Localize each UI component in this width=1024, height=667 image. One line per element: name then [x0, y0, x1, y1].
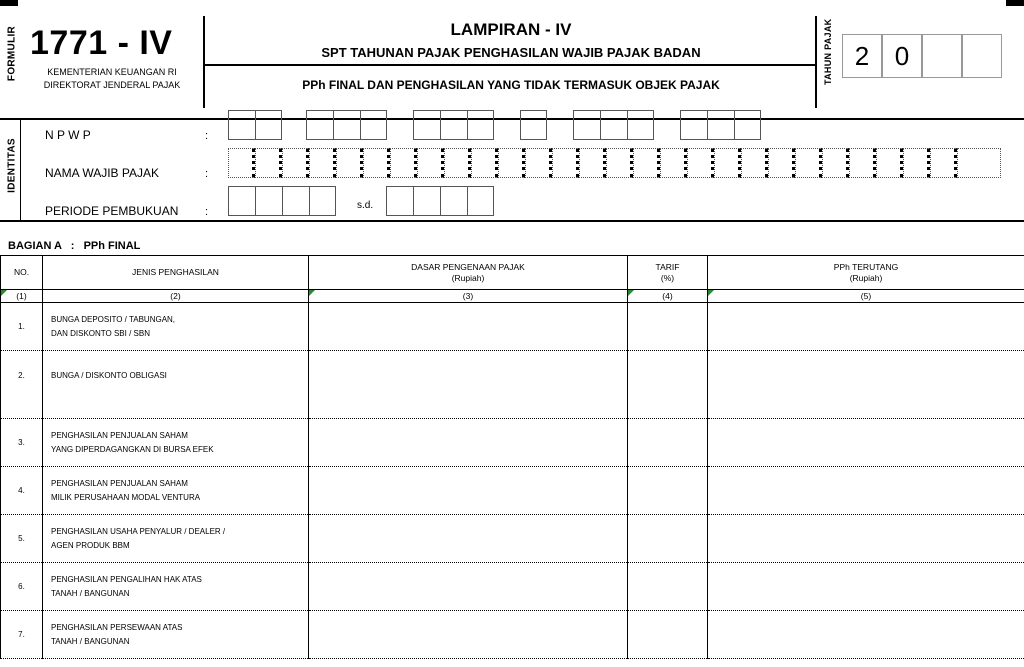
nama-cell[interactable]	[282, 148, 309, 178]
dasar-pengenaan-pajak-cell[interactable]	[309, 563, 628, 611]
nama-cell[interactable]	[525, 148, 552, 178]
periode-colon: :	[205, 206, 209, 218]
pph-terutang-cell[interactable]	[708, 611, 1024, 659]
row-number: 5.	[1, 515, 43, 563]
row-jenis-penghasilan: PENGHASILAN USAHA PENYALUR / DEALER / AGEN PRODUK BBM	[43, 515, 309, 563]
col-header-dasar-pengenaan-pajak: DASAR PENGENAAN PAJAK (Rupiah)	[309, 256, 628, 290]
lampiran-title: LAMPIRAN - IV	[450, 20, 572, 39]
table-row	[1, 467, 1024, 515]
nama-cell[interactable]	[471, 148, 498, 178]
row-number: 4.	[1, 467, 43, 515]
nama-cell[interactable]	[552, 148, 579, 178]
table-row	[1, 419, 1024, 467]
npwp-cell[interactable]	[360, 110, 387, 140]
nama-cell[interactable]	[228, 148, 255, 178]
nama-cell[interactable]	[498, 148, 525, 178]
col-number: (5)	[708, 290, 1024, 303]
periode-end-cell[interactable]	[440, 186, 467, 216]
npwp-cell[interactable]	[228, 110, 255, 140]
nama-cell[interactable]	[876, 148, 903, 178]
formulir-vertical-label: FORMULIR	[6, 25, 18, 82]
table-row	[1, 351, 1024, 419]
periode-start-cell[interactable]	[255, 186, 282, 216]
row-jenis-penghasilan: PENGHASILAN PENJUALAN SAHAM MILIK PERUSAHAAN MODAL VENTURA	[43, 467, 309, 515]
row-jenis-penghasilan: PENGHASILAN PENJUALAN SAHAM YANG DIPERDAGANGKAN DI BURSA EFEK	[43, 419, 309, 467]
periode-pembukuan-label: PERIODE PEMBUKUAN	[45, 204, 179, 218]
ministry-block	[22, 66, 202, 92]
periode-end-cell[interactable]	[467, 186, 494, 216]
pph-terutang-cell[interactable]	[708, 303, 1024, 351]
npwp-label: N P W P	[45, 128, 91, 142]
form-header	[0, 12, 1024, 108]
year-digit-1[interactable]: 2	[842, 34, 882, 78]
nama-cell[interactable]	[903, 148, 930, 178]
nama-cell[interactable]	[741, 148, 768, 178]
nama-cell[interactable]	[417, 148, 444, 178]
nama-colon: :	[205, 168, 209, 180]
row-jenis-penghasilan: PENGHASILAN PERSEWAAN ATAS TANAH / BANGUNAN	[43, 611, 309, 659]
pph-terutang-cell[interactable]	[708, 563, 1024, 611]
tarif-cell[interactable]	[628, 419, 708, 467]
spt-title: SPT TAHUNAN PAJAK PENGHASILAN WAJIB PAJAK BADAN	[321, 45, 701, 60]
nama-cell[interactable]	[444, 148, 471, 178]
pph-final-table	[0, 255, 1024, 667]
row-jenis-penghasilan: BUNGA DEPOSITO / TABUNGAN, DAN DISKONTO SBI / SBN	[43, 303, 309, 351]
nama-cell[interactable]	[768, 148, 795, 178]
directorate-name: DIREKTORAT JENDERAL PAJAK	[43, 80, 181, 90]
nama-cell[interactable]	[633, 148, 660, 178]
row-jenis-penghasilan: PENGHASILAN PENGALIHAN HAK ATAS TANAH / BANGUNAN	[43, 563, 309, 611]
row-number: 1.	[1, 303, 43, 351]
pph-title: PPh FINAL DAN PENGHASILAN YANG TIDAK TERMASUK OBJEK PAJAK	[302, 78, 720, 92]
nama-cell[interactable]	[687, 148, 714, 178]
col-header-jenis-penghasilan: JENIS PENGHASILAN	[43, 256, 309, 290]
nama-cell[interactable]	[579, 148, 606, 178]
col-header-no: NO.	[1, 256, 43, 290]
ministry-name: KEMENTERIAN KEUANGAN RI	[47, 67, 177, 77]
npwp-cell[interactable]	[520, 110, 547, 140]
row-jenis-penghasilan: BUNGA / DISKONTO OBLIGASI	[43, 351, 309, 419]
npwp-cell[interactable]	[333, 110, 360, 140]
dasar-pengenaan-pajak-cell[interactable]	[309, 467, 628, 515]
pph-terutang-cell[interactable]	[708, 419, 1024, 467]
year-digit-3[interactable]	[922, 34, 962, 78]
table-row	[1, 611, 1024, 659]
sd-label: s.d.	[357, 200, 374, 211]
tarif-cell[interactable]	[628, 467, 708, 515]
nama-wajib-pajak-label: NAMA WAJIB PAJAK	[45, 166, 160, 180]
cell-comment-marker	[708, 290, 714, 296]
tarif-cell[interactable]	[628, 303, 708, 351]
nama-cell[interactable]	[390, 148, 417, 178]
tarif-cell[interactable]	[628, 611, 708, 659]
year-digit-4[interactable]	[962, 34, 1002, 78]
row-number: 2.	[1, 351, 43, 419]
dasar-pengenaan-pajak-cell[interactable]	[309, 611, 628, 659]
row-number: 7.	[1, 611, 43, 659]
pph-terutang-cell[interactable]	[708, 515, 1024, 563]
nama-cell[interactable]	[714, 148, 741, 178]
row-number: 3.	[1, 419, 43, 467]
nama-cell[interactable]	[309, 148, 336, 178]
pph-terutang-cell[interactable]	[708, 467, 1024, 515]
npwp-cell[interactable]	[573, 110, 600, 140]
nama-cell[interactable]	[363, 148, 390, 178]
npwp-cell[interactable]	[306, 110, 333, 140]
year-digit-2[interactable]: 0	[882, 34, 922, 78]
cell-comment-marker	[309, 290, 315, 296]
periode-end-cell[interactable]	[413, 186, 440, 216]
npwp-cell[interactable]	[467, 110, 494, 140]
npwp-cell[interactable]	[440, 110, 467, 140]
pph-terutang-cell[interactable]	[708, 351, 1024, 419]
nama-cell[interactable]	[957, 148, 1001, 178]
dasar-pengenaan-pajak-cell[interactable]	[309, 419, 628, 467]
dasar-pengenaan-pajak-cell[interactable]	[309, 515, 628, 563]
tarif-cell[interactable]	[628, 563, 708, 611]
periode-start-cell[interactable]	[282, 186, 309, 216]
dasar-pengenaan-pajak-cell[interactable]	[309, 351, 628, 419]
npwp-colon: :	[205, 130, 209, 142]
col-number: (2)	[43, 290, 309, 303]
periode-start-cell[interactable]	[309, 186, 336, 216]
corner-mark-right	[1006, 0, 1024, 6]
periode-start-cell[interactable]	[228, 186, 255, 216]
cell-comment-marker	[1, 290, 7, 296]
npwp-cell[interactable]	[413, 110, 440, 140]
header-divider-right	[815, 16, 817, 108]
npwp-cell[interactable]	[680, 110, 707, 140]
nama-cell[interactable]	[795, 148, 822, 178]
nama-cell[interactable]	[660, 148, 687, 178]
identitas-vertical-label: IDENTITAS	[6, 138, 18, 193]
form-number: 1771 - IV	[30, 24, 173, 62]
npwp-cell[interactable]	[707, 110, 734, 140]
nama-cell[interactable]	[336, 148, 363, 178]
npwp-cell[interactable]	[734, 110, 761, 140]
bagian-a-title: BAGIAN A : PPh FINAL	[8, 240, 141, 252]
npwp-cell[interactable]	[627, 110, 654, 140]
periode-end-cell[interactable]	[386, 186, 413, 216]
col-number: (3)	[309, 290, 628, 303]
npwp-cell[interactable]	[600, 110, 627, 140]
row-number: 6.	[1, 563, 43, 611]
col-header-pph-terutang: PPh TERUTANG (Rupiah)	[708, 256, 1024, 290]
nama-cell[interactable]	[930, 148, 957, 178]
cell-comment-marker	[628, 290, 634, 296]
tahun-pajak-vertical-label: TAHUN PAJAK	[823, 18, 833, 85]
dasar-pengenaan-pajak-cell[interactable]	[309, 303, 628, 351]
tarif-cell[interactable]	[628, 515, 708, 563]
col-header-tarif: TARIF (%)	[628, 256, 708, 290]
table-row	[1, 515, 1024, 563]
corner-mark-left	[0, 0, 18, 6]
nama-cell[interactable]	[822, 148, 849, 178]
col-number: (1)	[1, 290, 43, 303]
col-number: (4)	[628, 290, 708, 303]
tarif-cell[interactable]	[628, 351, 708, 419]
nama-cell[interactable]	[606, 148, 633, 178]
nama-cell[interactable]	[849, 148, 876, 178]
nama-cell[interactable]	[255, 148, 282, 178]
table-row	[1, 563, 1024, 611]
npwp-cell[interactable]	[255, 110, 282, 140]
table-row	[1, 303, 1024, 351]
identitas-divider	[20, 119, 21, 221]
header-divider-mid	[205, 64, 817, 66]
